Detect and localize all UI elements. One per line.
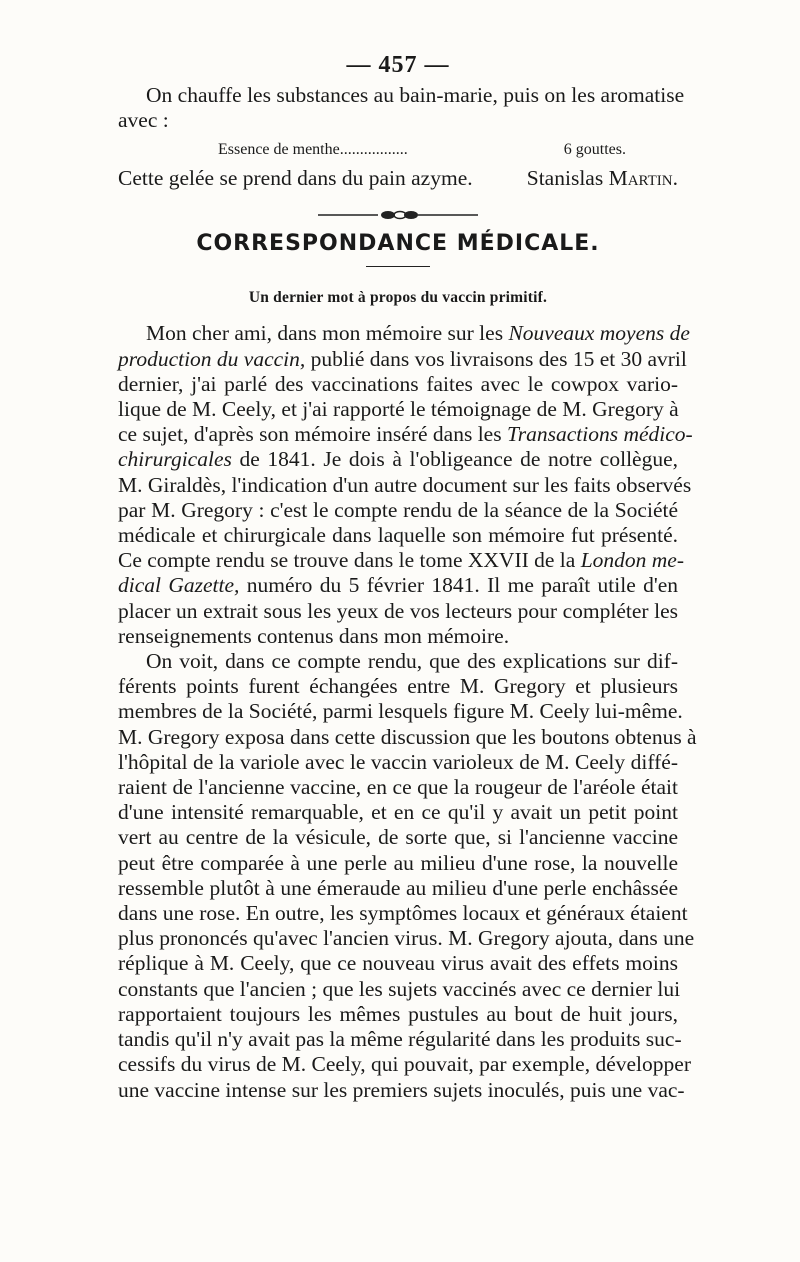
p1-line [118,321,690,346]
p2-line: constants que l'ancien ; que les sujets vaccinés avec ce dernier lui [118,976,681,1001]
page [118,52,697,1103]
page-number: — 457 — [346,52,450,78]
p1-line [118,498,678,523]
p2-line: d'une intensité remarquable, et en ce qu'il y avait un petit point [118,800,678,825]
p1-text: publié dans vos livraisons des 15 et 30 avril [305,346,687,371]
p1-text: M. Giraldès, l'indication d'un autre document sur les faits observés [118,472,692,497]
p1-line [118,624,678,649]
intro-line-2: avec : [118,108,169,133]
p2-line: réplique à M. Ceely, que ce nouveau virus avait des effets moins [118,951,678,976]
p2-line: cessifs du virus de M. Ceely, qui pouvait, par exemple, développer [118,1052,691,1077]
p1-line [118,548,685,573]
p2-line: membres de la Société, parmi lesquels figure M. Ceely lui-même. [118,699,683,724]
p1-text: Mon cher ami, dans mon mémoire sur les [146,321,509,346]
p1-text: ce sujet, d'après son mémoire inséré dans les [118,422,507,447]
gelee-signature-line [118,165,678,191]
p2-line: vert au centre de la vésicule, de sorte que, si l'ancienne vaccine [118,825,678,850]
p1-text: dernier, j'ai parlé des vaccinations faites avec le cowpox vario- [118,371,678,396]
p1-line [118,523,678,548]
p1-text: numéro du 5 février 1841. Il me paraît utile d'en [239,573,679,598]
section-title: CORRESPONDANCE MÉDICALE. [196,231,600,257]
p1-text: médicale et chirurgicale dans laquelle son mémoire fut présenté. [118,523,678,548]
p1-italic-text: London me- [580,548,685,573]
p2-line: ressemble plutôt à une émeraude au milieu d'une perle enchâssée [118,875,678,900]
ornament-divider [318,209,478,221]
p2-line: raient de l'ancienne vaccine, en ce que la rougeur de l'aréole était [118,775,678,800]
p2-line: peut être comparée à une perle au milieu d'une rose, la nouvelle [118,850,678,875]
p1-italic-text: Transactions médico- [506,422,693,447]
p2-line: tandis qu'il n'y avait pas la même régularité dans les produits suc- [118,1027,682,1052]
p1-italic-text: dical Gazette, [118,573,240,598]
p1-text: Ce compte rendu se trouve dans le tome XXVII de la [118,548,581,573]
p1-text: par M. Gregory : c'est le compte rendu de la séance de la Société [118,497,678,522]
p1-line [118,372,678,397]
signature-last: Martin. [608,166,678,191]
p2-line: On voit, dans ce compte rendu, que des explications sur dif- [146,649,678,674]
p2-line: rapportaient toujours les mêmes pustules au bout de huit jours, [118,1001,678,1026]
p1-line [118,447,678,472]
p2-line: dans une rose. En outre, les symptômes locaux et généraux étaient [118,901,688,926]
p1-italic-text: Nouveaux moyens de [508,321,690,346]
p1-text: lique de M. Ceely, et j'ai rapporté le témoignage de M. Gregory à [118,397,679,422]
p1-line [118,346,687,372]
signature [527,165,678,191]
p1-text: renseignements contenus dans mon mémoire. [118,623,510,648]
paragraph-1 [118,321,693,649]
p1-line [118,599,678,624]
p1-italic-text: chirurgicales [118,447,232,472]
p2-line: l'hôpital de la variole avec le vaccin varioleux de M. Ceely diffé- [118,749,678,774]
essence-recipe-line [218,139,626,161]
gelee-text: Cette gelée se prend dans du pain azyme. [118,166,473,191]
article-subtitle: Un dernier mot à propos du vaccin primitif. [248,289,548,307]
signature-first: Stanislas [526,166,609,191]
essence-label: Essence de menthe................. [218,141,408,159]
p1-line [118,422,693,447]
p1-text: placer un extrait sous les yeux de vos lecteurs pour compléter les [118,598,678,623]
essence-value: 6 gouttes. [563,141,626,159]
intro-paragraph [118,83,685,133]
p2-line: férents points furent échangées entre M. Gregory et plusieurs [118,674,678,699]
paragraph-2 [118,649,697,1103]
p1-text: de 1841. Je dois à l'obligeance de notre collègue, [231,447,678,472]
p2-line: plus prononcés qu'avec l'ancien virus. M. Gregory ajouta, dans une [118,926,695,951]
p1-line [118,573,678,598]
intro-line-1: On chauffe les substances au bain-marie, puis on les aromatise [146,83,685,107]
p1-line [118,397,678,422]
p2-line: M. Gregory exposa dans cette discussion que les boutons obtenus à [118,724,697,749]
title-rule [366,266,430,267]
p1-line [118,472,692,498]
p1-italic-text: production du vaccin, [118,346,306,371]
p2-line: une vaccine intense sur les premiers sujets inoculés, puis une vac- [118,1077,685,1102]
